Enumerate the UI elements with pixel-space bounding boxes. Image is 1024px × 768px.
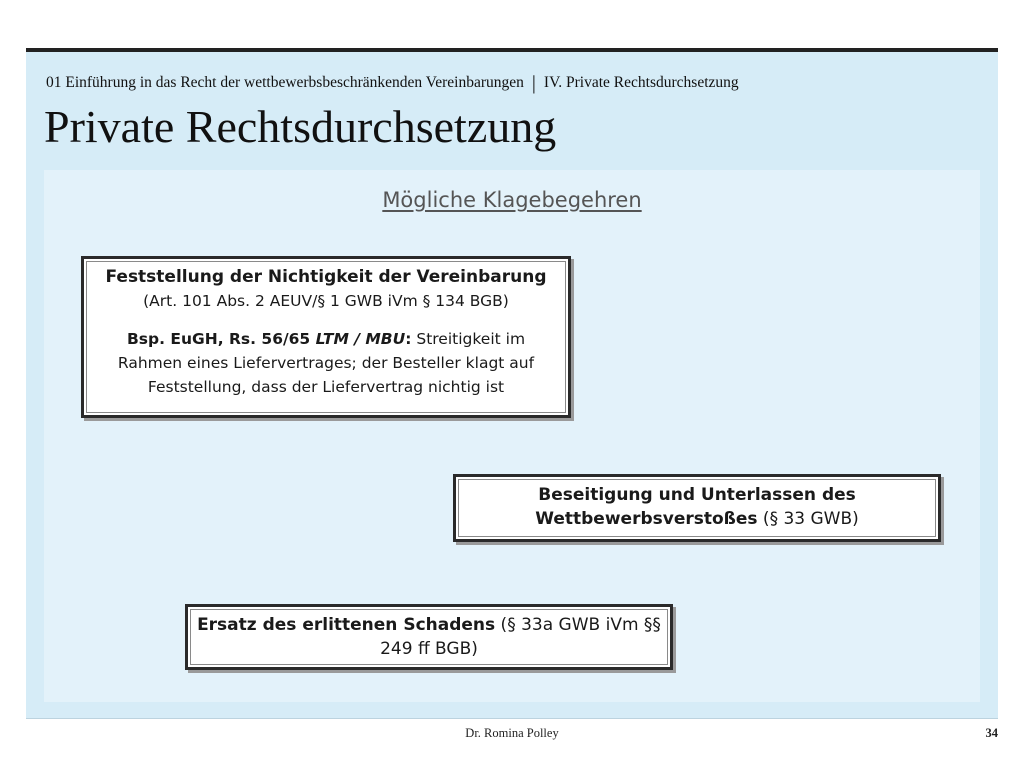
claim-injunction-line2 xyxy=(456,507,938,531)
example-case-name: LTM / MBU xyxy=(315,330,406,348)
footer-divider xyxy=(26,718,998,719)
breadcrumb-chapter: 01 Einführung in das Recht der wettbewerbsbeschränkenden Vereinbarungen xyxy=(46,74,524,91)
claim-nullity-citation: (Art. 101 Abs. 2 AEUV/§ 1 GWB iVm § 134 BGB) xyxy=(143,292,509,310)
content-panel xyxy=(44,170,980,702)
example-text-line1: Streitigkeit im xyxy=(411,330,526,348)
footer-author: Dr. Romina Polley xyxy=(465,726,559,740)
claim-nullity-spacer xyxy=(84,313,568,327)
breadcrumb xyxy=(46,72,739,95)
claim-box-damages xyxy=(185,604,673,670)
claim-damages-citation-line1: (§ 33a GWB iVm §§ xyxy=(495,615,661,635)
example-colon: : xyxy=(405,330,412,348)
claim-damages-title: Ersatz des erlittenen Schadens xyxy=(197,615,496,635)
claim-injunction-citation: (§ 33 GWB) xyxy=(757,509,859,529)
section-heading: Mögliche Klagebegehren xyxy=(382,188,642,212)
breadcrumb-section: IV. Private Rechtsdurchsetzung xyxy=(543,74,739,91)
claim-injunction-title-line2: Wettbewerbsverstoßes xyxy=(535,509,758,529)
claim-damages-line1 xyxy=(188,613,670,637)
breadcrumb-separator: | xyxy=(531,72,536,94)
page-title: Private Rechtsdurchsetzung xyxy=(44,101,557,152)
example-text-line3: Feststellung, dass der Liefervertrag nichtig ist xyxy=(147,378,505,396)
page-number: 34 xyxy=(985,726,998,740)
claim-box-injunction xyxy=(453,474,941,542)
slide-frame xyxy=(26,48,998,718)
claim-damages-citation-line2: 249 ff BGB) xyxy=(380,639,478,659)
claim-injunction-title-line1: Beseitigung und Unterlassen des xyxy=(538,485,856,505)
example-prefix: Bsp. EuGH, Rs. 56/65 xyxy=(126,330,316,348)
claim-box-nullity xyxy=(81,256,571,418)
claim-nullity-title: Feststellung der Nichtigkeit der Vereinbarung xyxy=(105,267,547,287)
example-text-line2: Rahmen eines Liefervertrages; der Besteller klagt auf xyxy=(117,354,535,372)
claim-nullity-example xyxy=(84,327,568,351)
